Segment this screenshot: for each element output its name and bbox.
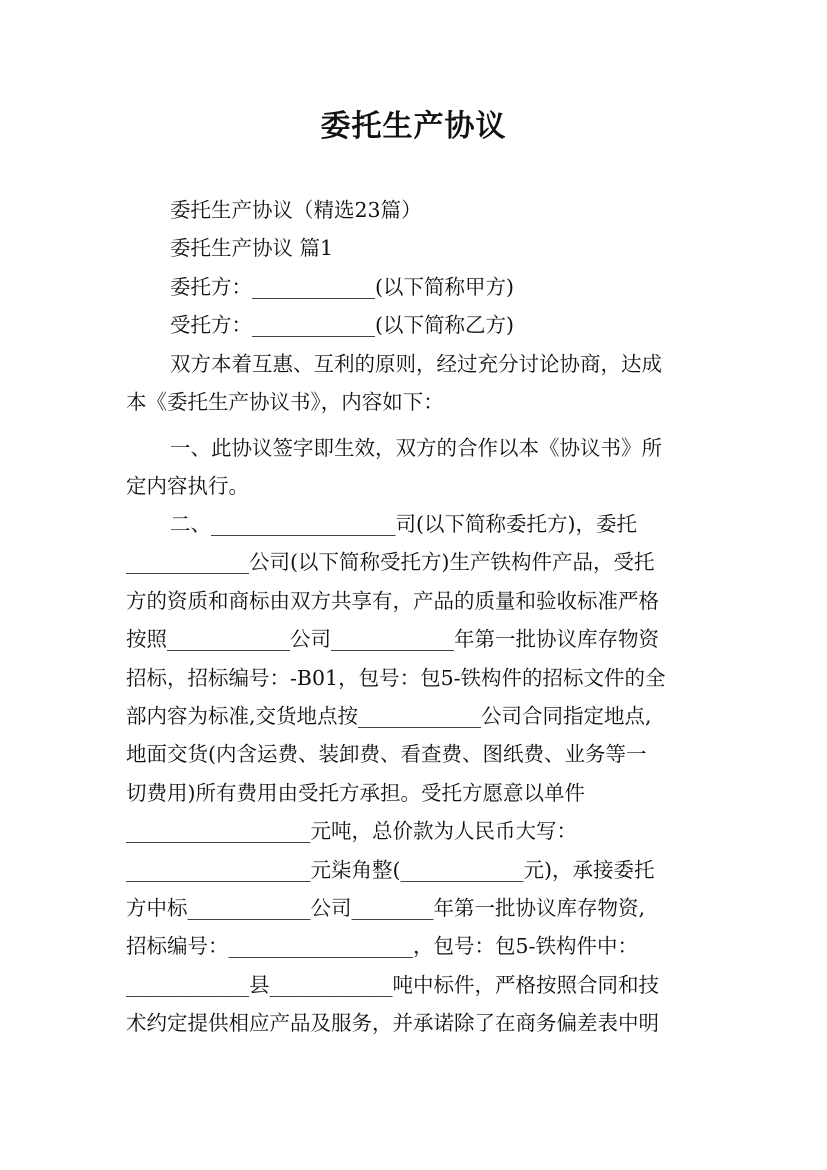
paragraph-line: ____________公司(以下简称受托方)生产铁构件产品，受托 bbox=[126, 550, 655, 575]
paragraph-line: 地面交货(内含运费、装卸费、看查费、图纸费、业务等一 bbox=[126, 742, 647, 767]
paragraph-line: 按照____________公司____________年第一批协议库存物资 bbox=[126, 627, 659, 652]
paragraph-line: ____________县____________吨中标件，严格按照合同和技 bbox=[126, 972, 659, 997]
paragraph-line: 二、__________________司(以下简称委托方)，委托 bbox=[170, 512, 637, 536]
paragraph-clause-2 bbox=[126, 505, 704, 1043]
paragraph-principles bbox=[126, 345, 704, 422]
paragraph-line: 方中标____________公司________年第一批协议库存物资, bbox=[126, 896, 646, 921]
paragraph-line: 术约定提供相应产品及服务，并承诺除了在商务偏差表中明 bbox=[126, 1011, 659, 1036]
paragraph-line: 部内容为标准,交货地点按____________公司合同指定地点, bbox=[126, 704, 652, 729]
paragraph-line: 招标编号：__________________，包号：包5-铁构件中： bbox=[126, 934, 638, 959]
paragraph-line: 定内容执行。 bbox=[126, 474, 249, 499]
document-title: 委托生产协议 bbox=[320, 109, 507, 144]
paragraph-line: 招标，招标编号：-B01，包号：包5-铁构件的招标文件的全 bbox=[126, 665, 666, 690]
paragraph-line: 双方本着互惠、互利的原则，经过充分讨论协商，达成 bbox=[170, 352, 662, 376]
paragraph-line: __________________元柒角整(____________元)，承接委托 bbox=[126, 857, 655, 882]
paragraph-line: 方的资质和商标由双方共享有，产品的质量和验收标准严格 bbox=[126, 588, 659, 613]
party-b-line: 受托方：____________(以下简称乙方) bbox=[170, 313, 514, 337]
document-subtitle: 委托生产协议（精选23篇） bbox=[170, 198, 422, 222]
paragraph-line: 本《委托生产协议书》，内容如下： bbox=[126, 390, 444, 415]
paragraph-clause-1 bbox=[126, 429, 704, 506]
paragraph-line: __________________元吨，总价款为人民币大写： bbox=[126, 819, 577, 844]
party-a-line: 委托方：____________(以下简称甲方) bbox=[170, 275, 514, 299]
paragraph-line: 切费用)所有费用由受托方承担。受托方愿意以单件 bbox=[126, 780, 585, 805]
paragraph-line: 一、此协议签字即生效，双方的合作以本《协议书》所 bbox=[170, 436, 662, 460]
section-heading: 委托生产协议 篇1 bbox=[170, 236, 334, 260]
